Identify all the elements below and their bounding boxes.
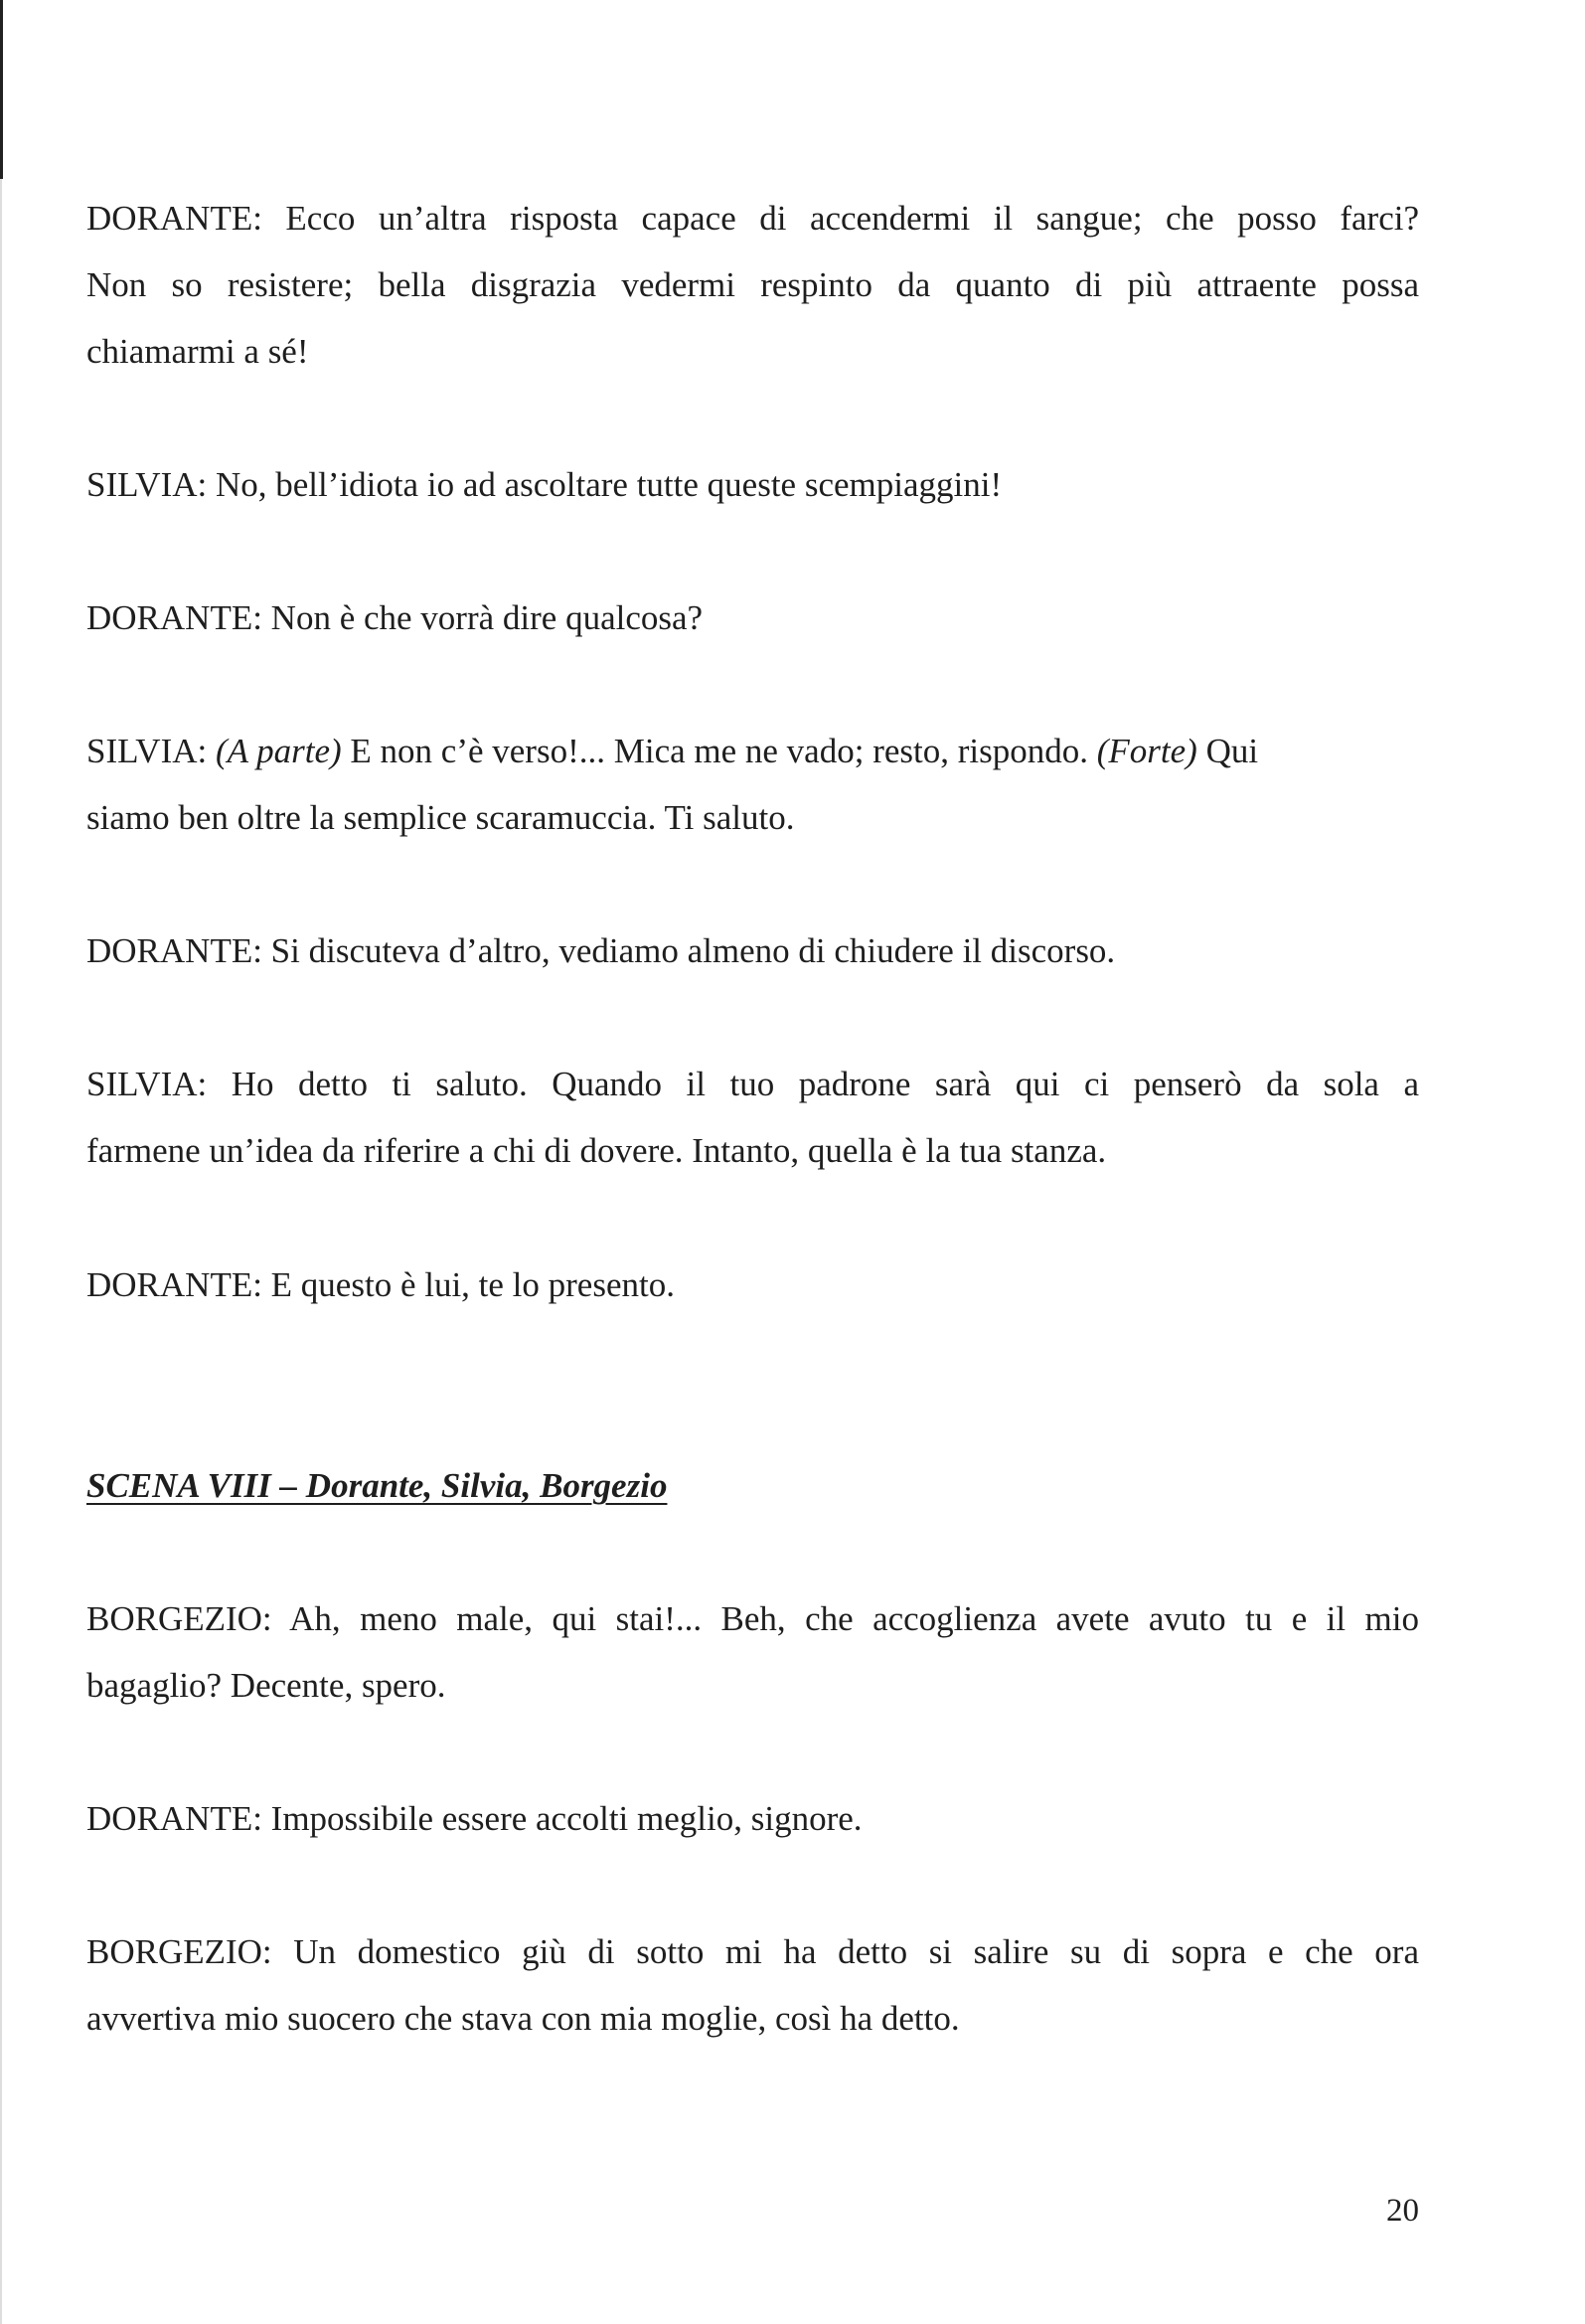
text-line: SILVIA: No, bell’idiota io ad ascoltare tutte queste scempiaggini! — [86, 465, 1003, 504]
paragraph-dorante-5 — [86, 1785, 1419, 1852]
paragraph-silvia-1 — [86, 451, 1419, 518]
stage-direction: (Forte) — [1096, 732, 1197, 770]
text-line: BORGEZIO: Un domestico giù di sotto mi ha detto si salire su di sopra e che ora — [86, 1932, 1419, 1971]
stage-direction: (A parte) — [215, 732, 342, 770]
text-line: avvertiva mio suocero che stava con mia moglie, così ha detto. — [86, 1999, 960, 2038]
paragraph-silvia-3 — [86, 1051, 1419, 1184]
text-line: DORANTE: Non è che vorrà dire qualcosa? — [86, 598, 704, 637]
text-line: Non so resistere; bella disgrazia vedermi respinto da quanto di più attraente possa — [86, 265, 1419, 304]
text-line: SILVIA: Ho detto ti saluto. Quando il tuo padrone sarà qui ci penserò da sola a — [86, 1065, 1419, 1103]
text-line: chiamarmi a sé! — [86, 332, 309, 371]
scene-heading: SCENA VIII – Dorante, Silvia, Borgezio — [86, 1466, 668, 1505]
text-line: DORANTE: Impossibile essere accolti meglio, signore. — [86, 1799, 863, 1838]
text-line: farmene un’idea da riferire a chi di dovere. Intanto, quella è la tua stanza. — [86, 1131, 1107, 1170]
paragraph-silvia-2 — [86, 718, 1419, 851]
paragraph-borgezio-1 — [86, 1585, 1419, 1719]
speaker-text: SILVIA: (A parte) E non c’è verso!... Mica me ne vado; resto, rispondo. (Forte) Qui — [86, 732, 1259, 770]
paragraph-dorante-1 — [86, 185, 1419, 385]
paragraph-dorante-2 — [86, 584, 1419, 651]
scan-edge-shadow — [0, 179, 2, 2324]
text-line: siamo ben oltre la semplice scaramuccia. Ti saluto. — [86, 798, 795, 837]
paragraph-borgezio-2 — [86, 1918, 1419, 2052]
paragraph-dorante-4 — [86, 1251, 1419, 1318]
paragraph-dorante-3 — [86, 917, 1419, 984]
text-line — [86, 718, 1419, 784]
scan-edge-mark — [0, 0, 3, 179]
text-line: bagaglio? Decente, spero. — [86, 1666, 446, 1705]
page-number: 20 — [1386, 2193, 1419, 2229]
text-line: DORANTE: Si discuteva d’altro, vediamo almeno di chiudere il discorso. — [86, 931, 1116, 970]
text-line: DORANTE: Ecco un’altra risposta capace di accendermi il sangue; che posso farci? — [86, 199, 1419, 238]
text-line: BORGEZIO: Ah, meno male, qui stai!... Beh, che accoglienza avete avuto tu e il mio — [86, 1599, 1419, 1638]
text-line: DORANTE: E questo è lui, te lo presento. — [86, 1265, 675, 1304]
